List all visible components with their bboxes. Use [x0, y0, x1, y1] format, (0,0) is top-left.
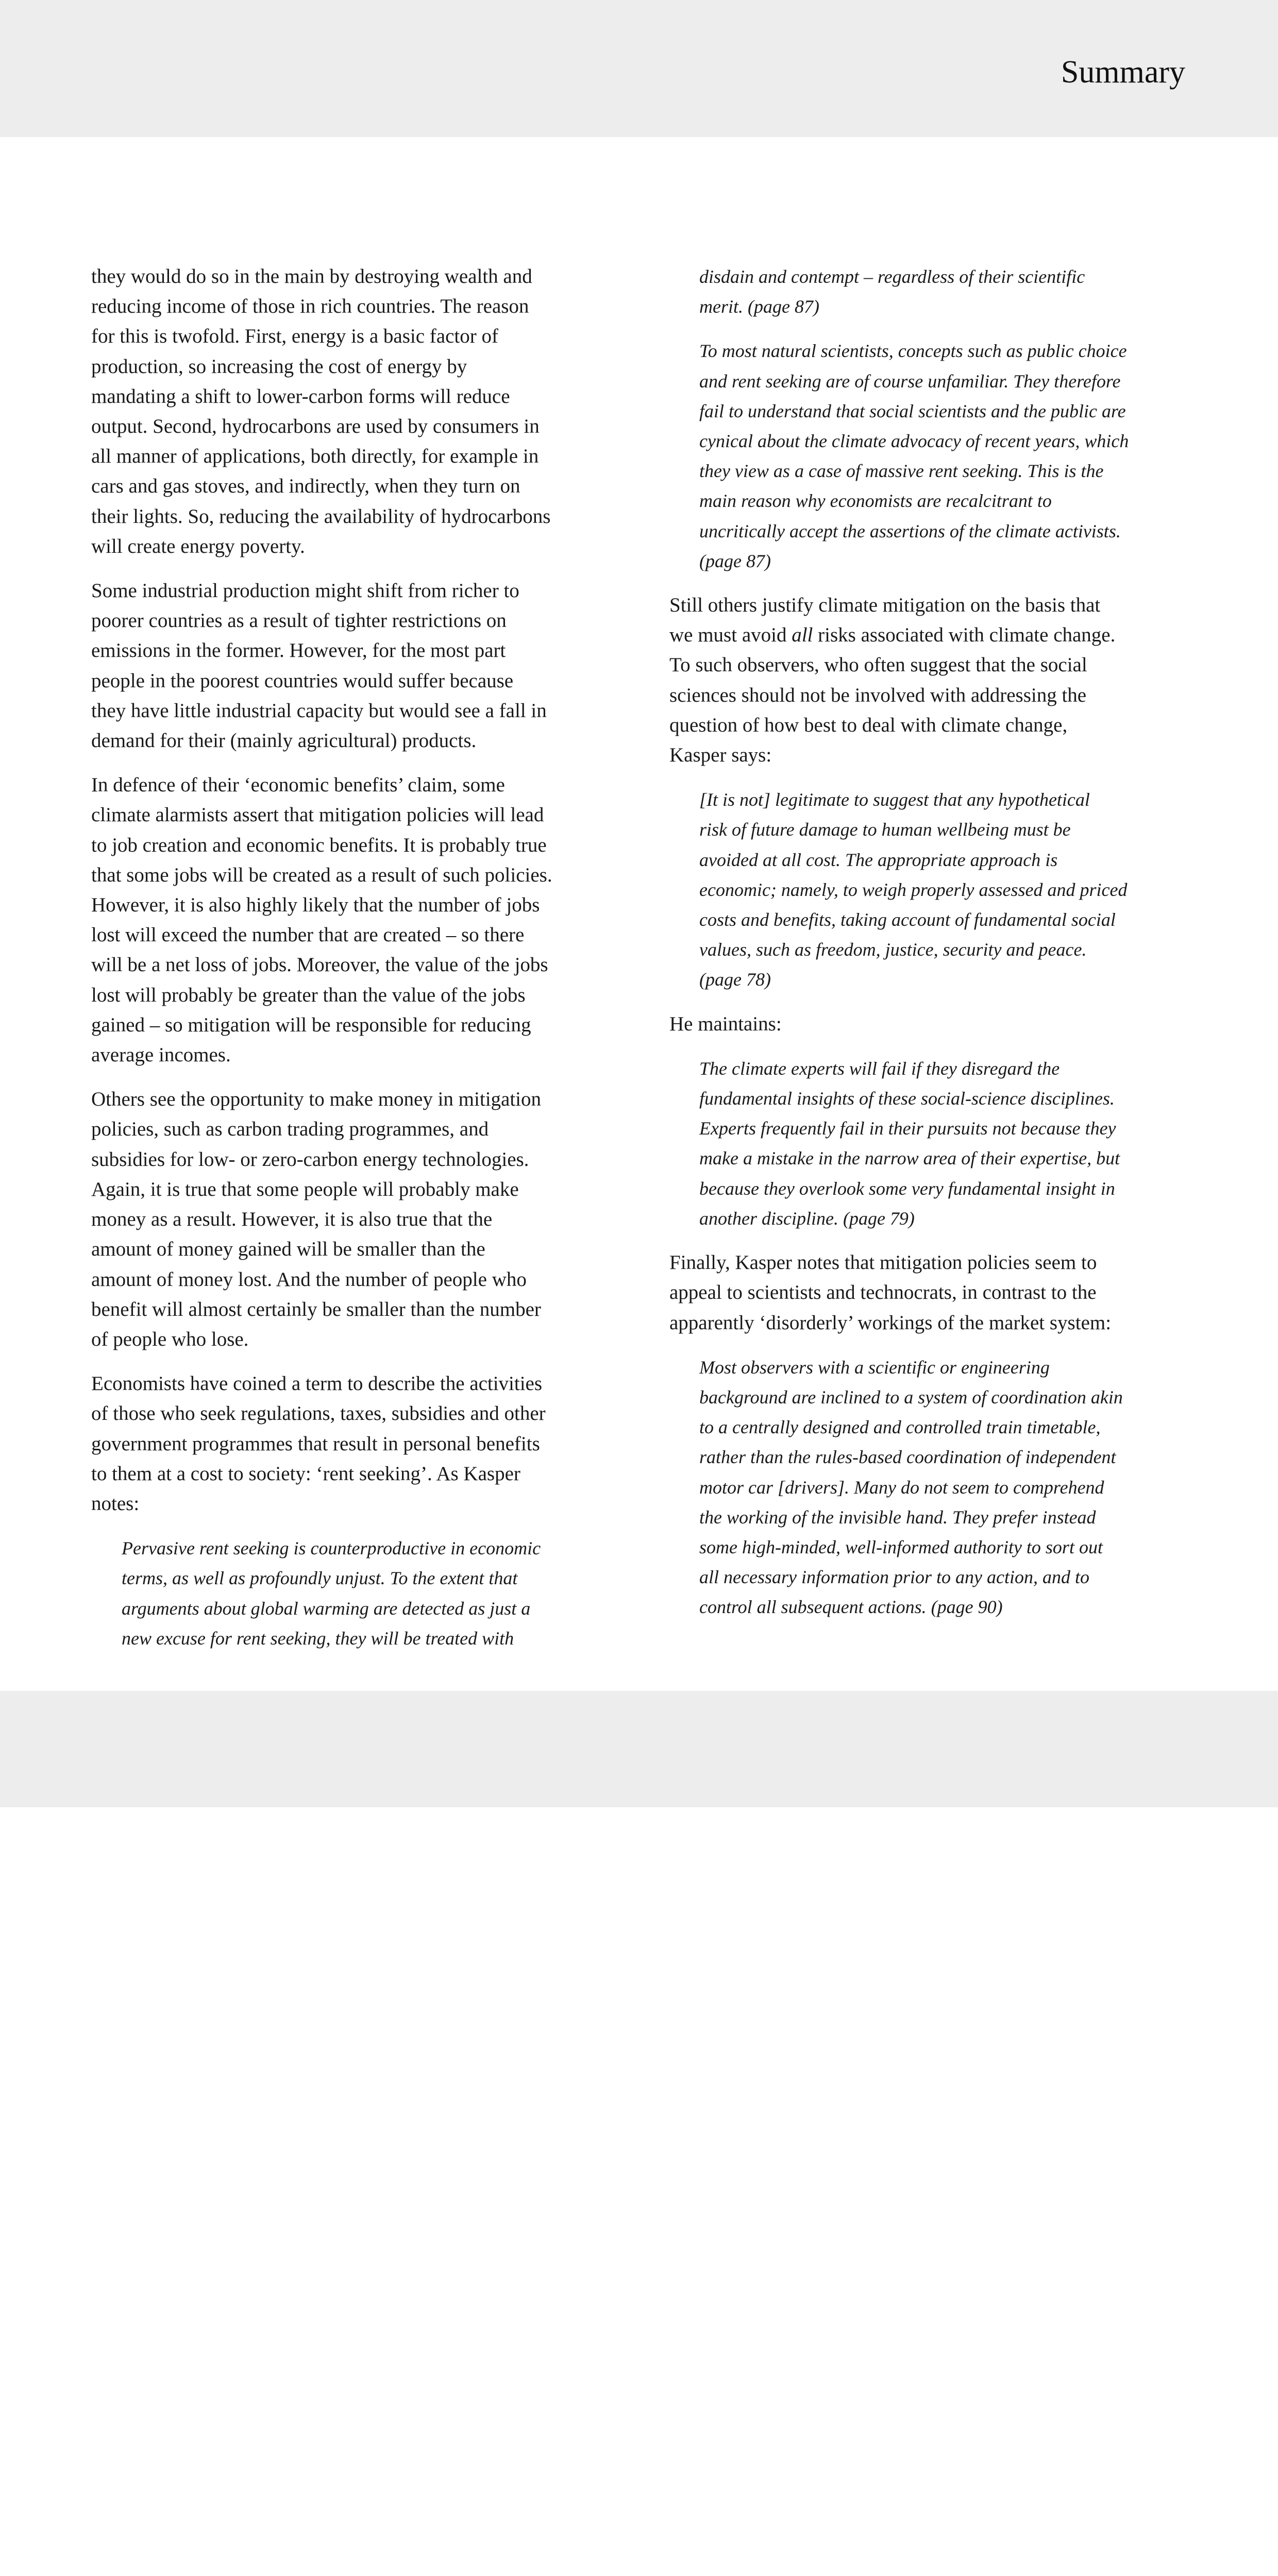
text-segment: risks associated with climate change. To such observers, who often suggest that the social sciences should not be involved with addressing the question of how best to deal with climate change, Kasper says: — [669, 624, 1116, 767]
paragraph-economic-benefits: In defence of their ‘economic benefits’ claim, some climate alarmists assert that mitigation policies will lead to job creation and economic benefits. It is probably true that some jobs will be created as a result of such policies. However, it is also highly likely that the number of jobs lost will exceed the number that are created – so there will be a net loss of jobs. Moreover, the value of the jobs lost will probably be greater than the value of the jobs gained – so mitigation will be responsible for reducing average incomes. — [91, 774, 552, 1066]
paragraph-money-in-mitigation: Others see the opportunity to make money in mitigation policies, such as carbon trading programmes, and subsidies for low- or zero-carbon energy technologies. Again, it is true that some people will probably make money as a result. However, it is also true that the amount of money gained will be smaller than the amount of money lost. And the number of people who benefit will almost certainly be smaller than the number of people who lose. — [91, 1088, 542, 1350]
paragraph-he-maintains: He maintains: — [669, 1012, 782, 1035]
paragraph-scientists-technocrats: Finally, Kasper notes that mitigation policies seem to appeal to scientists and technocrats, in contrast to the apparently ‘disorderly’ workings of the market system: — [669, 1251, 1112, 1334]
left-column — [91, 262, 617, 1668]
blockquote-rent-seeking: Pervasive rent seeking is counterproductive in economic terms, as well as profoundly unjust. To the extent that arguments about global warming are detected as just a new excuse for rent seeking, they will be treated with — [122, 1538, 541, 1649]
blockquote-invisible-hand: Most observers with a scientific or engineering background are inclined to a system of coordination akin to a centrally designed and controlled train timetable, rather than the rules-based coordination of independent motor car [drivers]. Many do not seem to comprehend the working of the invisible hand. They prefer instead some high-minded, well-informed authority to sort out all necessary information prior to any action, and to control all subsequent actions. (page 90) — [699, 1357, 1123, 1618]
paragraph-industrial-shift: Some industrial production might shift from richer to poorer countries as a result of tighter restrictions on emissions in the former. However, for the most part people in the poorest countries would suffer because they have little industrial capacity but would see a fall in demand for their (mainly agricultural) products. — [91, 580, 547, 752]
text-segment: Still others justify climate mitigation on the basis that we must avoid — [669, 594, 1101, 647]
blockquote-rent-seeking-continued: disdain and contempt – regardless of their scientific merit. (page 87) — [699, 266, 1085, 317]
header-band — [0, 0, 1278, 137]
paragraph-rent-seeking: Economists have coined a term to describe the activities of those who seek regulations, taxes, subsidies and other government programmes that result in personal benefits to them at a cost to society: ‘rent seeking’. As Kasper notes: — [91, 1372, 546, 1515]
running-header-title: Summary — [1061, 55, 1185, 90]
footer-band — [0, 1691, 1278, 1807]
paragraph-avoid-all-risks — [669, 590, 1190, 770]
blockquote-natural-scientists: To most natural scientists, concepts such as public choice and rent seeking are of course unfamiliar. They therefore fail to understand that social scientists and the public are cynical about the climate advocacy of recent years, which they view as a case of massive rent seeking. This is the main reason why economists are recalcitrant to uncritically accept the assertions of the climate activists. (page 87) — [699, 341, 1129, 571]
paragraph-energy-poverty: they would do so in the main by destroying wealth and reducing income of those in rich countries. The reason for this is twofold. First, energy is a basic factor of production, so increasing the cost of energy by mandating a shift to lower-carbon forms will reduce output. Second, hydrocarbons are used by consumers in all manner of applications, both directly, for example in cars and gas stoves, and indirectly, when they turn on their lights. So, reducing the availability of hydrocarbons will create energy poverty. — [91, 265, 551, 557]
blockquote-hypothetical-risk: [It is not] legitimate to suggest that any hypothetical risk of future damage to human wellbeing must be avoided at all cost. The appropriate approach is economic; namely, to weigh properly assessed and priced costs and benefits, taking account of fundamental social values, such as freedom, justice, security and peace. (page 78) — [699, 789, 1128, 990]
right-column — [669, 262, 1190, 1637]
emphasis-all: all — [792, 624, 813, 647]
blockquote-climate-experts: The climate experts will fail if they disregard the fundamental insights of these social-science disciplines. Experts frequently fail in their pursuits not because they make a mistake in the narrow area of their expertise, but because they overlook some very fundamental insight in another discipline. (page 79) — [699, 1058, 1120, 1229]
